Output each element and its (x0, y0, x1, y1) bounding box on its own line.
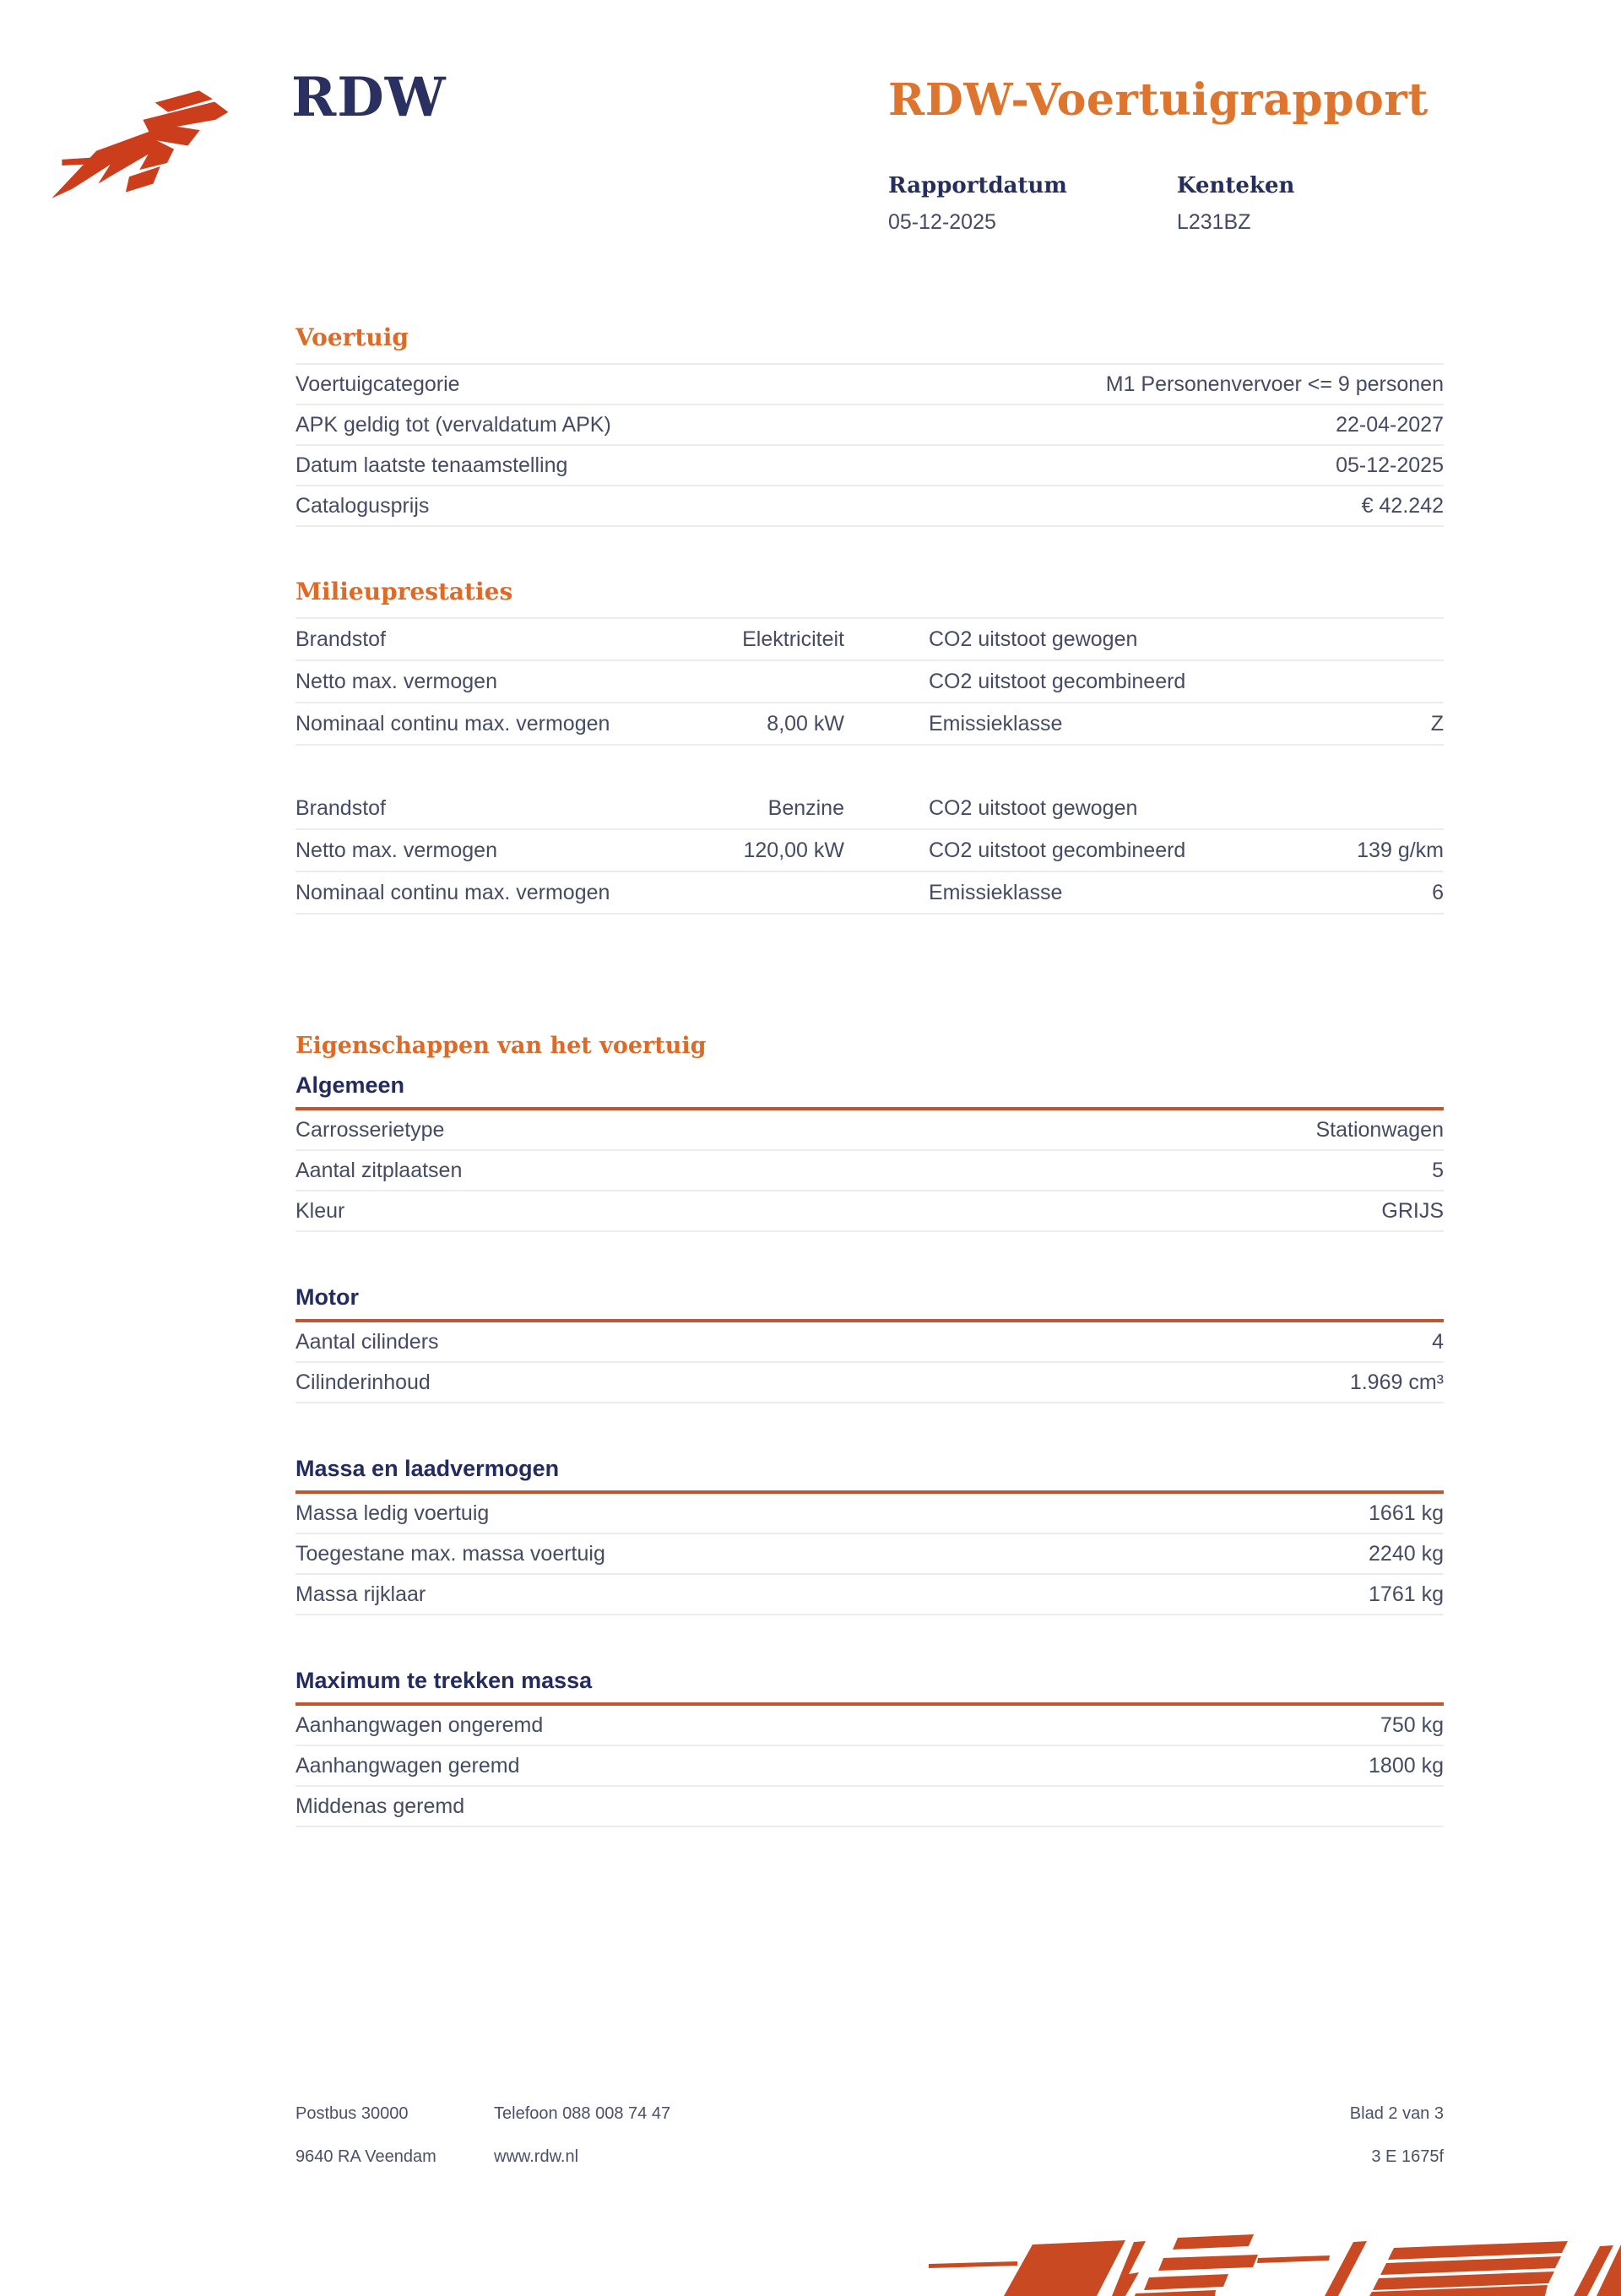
row-label: CO2 uitstoot gewogen (929, 627, 1138, 651)
report-date-block (888, 173, 1067, 235)
milieu-block-separator (295, 746, 1444, 788)
footer-doc-code: 3 E 1675f (1371, 2147, 1444, 2166)
row-value: Benzine (767, 795, 844, 820)
section-voertuig-heading: Voertuig (295, 323, 1444, 365)
report-date-label: Rapportdatum (888, 173, 1067, 198)
row-value: 120,00 kW (743, 838, 844, 862)
row-label: Cilinderinhoud (295, 1370, 431, 1394)
footer-website: www.rdw.nl (494, 2147, 579, 2166)
row-value: Stationwagen (1315, 1117, 1444, 1142)
row-label: Emissieklasse (929, 711, 1063, 735)
row-label: Datum laatste tenaamstelling (295, 453, 568, 477)
row-value: 05-12-2025 (1336, 453, 1444, 477)
row-value: 6 (1432, 880, 1444, 904)
row-label: Aanhangwagen geremd (295, 1753, 520, 1778)
row-value: Elektriciteit (742, 627, 844, 651)
row-label: Massa ledig voertuig (295, 1501, 490, 1525)
report-meta (888, 173, 1294, 235)
table-row (295, 1363, 1444, 1403)
row-value: 1761 kg (1369, 1582, 1444, 1606)
section-voertuig (295, 323, 1444, 527)
row-label: Carrosserietype (295, 1117, 445, 1142)
subsection-algemeen (295, 1067, 1444, 1232)
section-eigenschappen-heading: Eigenschappen van het voertuig (295, 1033, 707, 1059)
table-row (295, 872, 1444, 915)
row-label: Brandstof (295, 795, 387, 820)
table-row (295, 1534, 1444, 1575)
table-row (295, 486, 1444, 527)
table-row (295, 1191, 1444, 1232)
table-row (295, 788, 1444, 830)
report-content (295, 323, 1444, 1827)
row-label: CO2 uitstoot gecombineerd (929, 838, 1186, 862)
row-value: 5 (1432, 1158, 1444, 1182)
row-value: M1 Personenvervoer <= 9 personen (1105, 372, 1444, 396)
row-label: Netto max. vermogen (295, 838, 497, 862)
subsection-title: Motor (295, 1279, 1444, 1322)
table-row (295, 1706, 1444, 1746)
license-plate-block (1177, 173, 1294, 235)
footer-stripes-graphic (924, 2194, 1621, 2296)
subsection-massa (295, 1451, 1444, 1615)
table-row (295, 1575, 1444, 1615)
row-label: Brandstof (295, 627, 387, 651)
milieu-block-electric (295, 619, 1444, 746)
row-value: 8,00 kW (767, 711, 844, 735)
row-label: CO2 uitstoot gewogen (929, 795, 1138, 820)
table-row (295, 1110, 1444, 1151)
page-footer (295, 2104, 1444, 2190)
row-label: CO2 uitstoot gecombineerd (929, 669, 1186, 693)
row-value: 139 g/km (1357, 838, 1444, 862)
report-date-value: 05-12-2025 (888, 210, 996, 234)
row-label: Kleur (295, 1198, 345, 1223)
subsection-title: Massa en laadvermogen (295, 1451, 1444, 1494)
row-label: Voertuigcategorie (295, 372, 460, 396)
section-eigenschappen (295, 1033, 1444, 1827)
row-label: Aantal cilinders (295, 1329, 439, 1354)
table-row (295, 446, 1444, 486)
row-label: Middenas geremd (295, 1794, 465, 1818)
table-row (295, 365, 1444, 405)
row-value: 1.969 cm³ (1349, 1370, 1444, 1394)
table-row (295, 1494, 1444, 1534)
row-label: Nominaal continu max. vermogen (295, 711, 610, 735)
row-label: APK geldig tot (vervaldatum APK) (295, 412, 611, 437)
table-row (295, 703, 1444, 746)
row-label: Nominaal continu max. vermogen (295, 880, 610, 904)
section-milieu-heading: Milieuprestaties (295, 578, 1444, 619)
row-value: 22-04-2027 (1336, 412, 1444, 437)
table-row (295, 619, 1444, 661)
row-value: Z (1430, 711, 1444, 735)
milieu-block-petrol (295, 788, 1444, 915)
license-plate-value: L231BZ (1176, 210, 1251, 234)
footer-phone: Telefoon 088 008 74 47 (494, 2104, 671, 2123)
table-row (295, 405, 1444, 446)
license-plate-label: Kenteken (1176, 173, 1295, 198)
row-value: GRIJS (1381, 1198, 1444, 1223)
table-row (295, 1151, 1444, 1191)
table-row (295, 661, 1444, 703)
row-label: Aanhangwagen ongeremd (295, 1713, 544, 1737)
row-label: Massa rijklaar (295, 1582, 426, 1606)
section-milieuprestaties (295, 578, 1444, 915)
table-row (295, 1746, 1444, 1787)
row-value: 1661 kg (1369, 1501, 1444, 1525)
table-row (295, 830, 1444, 872)
row-value: € 42.242 (1361, 493, 1444, 518)
subsection-motor (295, 1279, 1444, 1403)
row-label: Netto max. vermogen (295, 669, 497, 693)
subsection-trekken-massa (295, 1663, 1444, 1827)
rdw-logo-text: RDW (291, 66, 447, 129)
footer-page-number: Blad 2 van 3 (1349, 2104, 1444, 2123)
subsection-title: Maximum te trekken massa (295, 1663, 1444, 1706)
page-title: RDW-Voertuigrapport (888, 74, 1429, 126)
row-label: Emissieklasse (929, 880, 1063, 904)
rdw-logo-feather-icon (46, 83, 253, 205)
row-value: 4 (1432, 1329, 1444, 1354)
table-row (295, 1322, 1444, 1363)
row-label: Catalogusprijs (295, 493, 430, 518)
row-value: 750 kg (1380, 1713, 1444, 1737)
row-value: 2240 kg (1369, 1541, 1444, 1566)
footer-city: 9640 RA Veendam (295, 2147, 436, 2166)
row-value: 1800 kg (1369, 1753, 1444, 1778)
row-label: Toegestane max. massa voertuig (295, 1541, 605, 1566)
subsection-title: Algemeen (295, 1067, 1444, 1110)
table-row (295, 1787, 1444, 1827)
row-label: Aantal zitplaatsen (295, 1158, 463, 1182)
footer-postbus: Postbus 30000 (295, 2104, 409, 2123)
